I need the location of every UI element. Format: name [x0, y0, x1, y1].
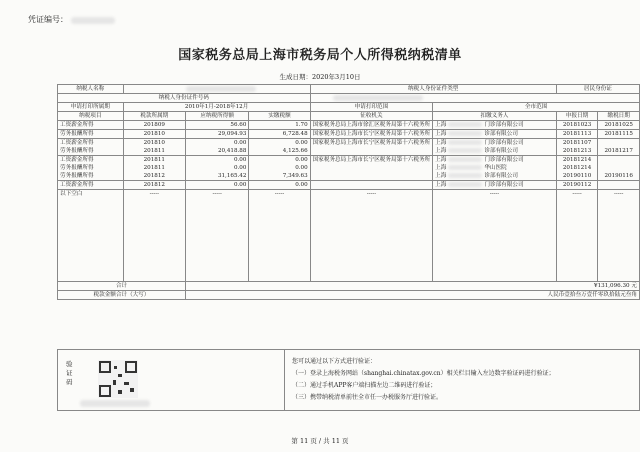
tax-paid: 0.00 [295, 165, 308, 171]
tax-item-cell [58, 156, 124, 181]
amount-words-row [58, 291, 640, 300]
agent-suffix: 诊部有限公司 [484, 148, 518, 154]
table-row [58, 181, 640, 190]
redacted-voucher-number [71, 17, 115, 24]
pay-date-cell [598, 139, 640, 156]
pay-date: 20190116 [604, 173, 633, 179]
tax-item: 劳务报酬所得 [60, 131, 94, 137]
agent-prefix: 上海 [435, 140, 447, 146]
pay-date: 20181025 [604, 122, 633, 128]
tax-period-cell [123, 139, 185, 156]
col-item: 纳税项目 [58, 112, 124, 121]
taxable-income-cell [185, 130, 248, 139]
redacted-agent-name [448, 157, 482, 162]
tax-period: 201812 [143, 173, 165, 179]
withholding-agent [435, 164, 554, 172]
verification-intro: 您可以通过以下方式进行验证： [292, 358, 377, 365]
tax-item-cell [58, 139, 124, 156]
total-label: 合计 [58, 282, 186, 291]
blank-remainder-row [58, 190, 640, 282]
verification-method-2: （二）通过手机APP客户端扫描左边二维码进行验证； [292, 382, 437, 389]
tax-period-cell [123, 156, 185, 181]
dash-period: ----- [123, 190, 185, 282]
declare-date: 20181214 [562, 157, 592, 163]
qr-code-icon [98, 360, 138, 398]
tax-period: 201810 [143, 131, 165, 137]
declare-date: 20190110 [562, 173, 592, 179]
redacted-agent-name [448, 122, 482, 127]
withholding-agent [435, 130, 554, 138]
agent-suffix: 门诊部有限公司 [484, 140, 524, 146]
col-office: 征收机关 [310, 112, 433, 121]
total-value: ¥131,096.30 元 [185, 282, 639, 291]
tax-item: 工资薪金所得 [60, 140, 94, 146]
withholding-agent-cell [433, 156, 557, 181]
dash-office: ----- [310, 190, 433, 282]
taxable-income: 0.00 [233, 157, 247, 163]
withholding-agent-cell [433, 139, 557, 156]
agent-prefix: 上海 [435, 148, 447, 154]
col-period: 税款所属期 [123, 112, 185, 121]
tax-paid: 4,125.66 [282, 148, 308, 154]
pay-date: 20181217 [604, 148, 633, 154]
tax-paid: 1.70 [295, 122, 308, 128]
pay-date: 20181115 [604, 131, 633, 137]
voucher-number [28, 14, 115, 25]
page-indicator: 第 11 页 / 共 11 页 [291, 437, 349, 445]
col-declare-date: 申报日期 [556, 112, 598, 121]
redacted-agent-name [448, 148, 482, 153]
verification-code-label: 验证码 [66, 360, 73, 386]
tax-item: 劳务报酬所得 [60, 173, 94, 179]
tax-item-cell [58, 181, 124, 190]
taxable-income: 0.00 [233, 165, 247, 171]
tax-period: 201812 [143, 182, 165, 188]
taxable-income: 0.00 [233, 140, 247, 146]
agent-prefix: 上海 [435, 131, 447, 137]
taxable-income: 20,418.88 [217, 148, 247, 154]
voucher-label: 凭证编号： [28, 15, 68, 24]
col-pay-date: 缴税日期 [598, 112, 640, 121]
withholding-agent [435, 181, 554, 189]
verification-instructions [292, 356, 555, 404]
pay-date [600, 156, 637, 164]
agent-suffix: 华山医院 [484, 165, 507, 171]
redacted-taxpayer-name [186, 86, 256, 92]
declare-date: 20181107 [562, 140, 592, 146]
redacted-verification-code [80, 400, 150, 407]
declare-date-cell [556, 156, 598, 181]
tax-item-cell [58, 121, 124, 130]
pay-date-cell [598, 121, 640, 130]
declare-date: 20181214 [562, 165, 592, 171]
table-row [58, 156, 640, 181]
range-value: 全市范围 [433, 103, 640, 112]
agent-prefix: 上海 [435, 173, 447, 179]
taxable-income: 31,165.42 [217, 173, 247, 179]
agent-prefix: 上海 [435, 122, 447, 128]
amount-words-value: 人民币壹拾叁万壹仟零玖拾陆元叁角 [185, 291, 639, 300]
taxable-income: 0.00 [233, 182, 247, 188]
tax-period: 201809 [143, 122, 165, 128]
taxable-income-cell [185, 139, 248, 156]
withholding-agent [435, 172, 554, 180]
id-number-cell [310, 94, 639, 103]
redacted-agent-name [448, 182, 482, 187]
pay-date [600, 181, 637, 189]
declare-date: 20181023 [562, 122, 592, 128]
declare-date: 20190112 [562, 182, 592, 188]
redacted-agent-name [448, 131, 482, 136]
period-label: 申请打印所属期 [58, 103, 124, 112]
col-income: 应纳税所得额 [185, 112, 248, 121]
agent-suffix: 诊部有限公司 [484, 131, 518, 137]
tax-period: 201811 [143, 157, 165, 163]
generation-date: 生成日期：2020年3月10日 [279, 73, 361, 81]
tax-office [310, 181, 433, 190]
id-type-label: 纳税人身份证件类型 [310, 85, 556, 94]
document-title: 国家税务总局上海市税务局个人所得税纳税清单 [178, 48, 462, 63]
declare-date-cell [556, 181, 598, 190]
redacted-agent-name [448, 140, 482, 145]
withholding-agent [435, 121, 554, 129]
taxable-income-cell [185, 121, 248, 130]
taxable-income-cell [185, 181, 248, 190]
withholding-agent [435, 147, 554, 155]
verification-section [57, 349, 640, 411]
blank-note: 以下空白 [58, 190, 124, 282]
tax-period: 201810 [143, 140, 165, 146]
id-number-label: 纳税人身份证件号码 [58, 94, 311, 103]
tax-paid: 0.00 [295, 140, 308, 146]
tax-period: 201811 [143, 165, 165, 171]
declare-date: 20181213 [562, 148, 592, 154]
table-row [58, 139, 640, 156]
declare-date-cell [556, 121, 598, 130]
verification-method-1: （一）登录上海税务网站（shanghai.chinatax.gov.cn）相关栏目输入左边数字验证码进行验证； [292, 370, 555, 377]
withholding-agent [435, 156, 554, 164]
tax-paid-cell [249, 130, 310, 139]
pay-date-cell [598, 181, 640, 190]
total-row [58, 282, 640, 291]
tax-paid-cell [249, 181, 310, 190]
id-type-value: 居民身份证 [556, 85, 639, 94]
dash-pay: ----- [598, 190, 640, 282]
tax-paid-cell [249, 156, 310, 181]
withholding-agent [435, 139, 554, 147]
tax-item-cell [58, 130, 124, 139]
agent-suffix: 门诊部有限公司 [484, 122, 524, 128]
taxable-income: 56.60 [230, 122, 247, 128]
verification-method-3: （三）携带纳税清单前往全市任一办税服务厅进行验证。 [292, 394, 443, 401]
range-label: 申请打印范围 [310, 103, 433, 112]
tax-office: 国家税务总局上海市长宁区税务局第十六税务所 [310, 156, 433, 181]
taxable-income-cell [185, 156, 248, 181]
agent-suffix: 诊部有限公司 [484, 173, 518, 179]
tax-paid: 6,728.48 [282, 131, 308, 137]
redacted-id-number [333, 95, 423, 101]
col-agent: 扣缴义务人 [433, 112, 557, 121]
redacted-agent-name [448, 173, 482, 178]
agent-prefix: 上海 [435, 165, 447, 171]
dash-income: ----- [185, 190, 248, 282]
declare-date-cell [556, 139, 598, 156]
redacted-agent-name [448, 165, 482, 170]
tax-paid-cell [249, 121, 310, 130]
tax-period-cell [123, 181, 185, 190]
tax-paid: 0.00 [295, 157, 308, 163]
taxable-income: 29,094.93 [217, 131, 247, 137]
taxpayer-row [58, 85, 640, 94]
pay-date [600, 139, 637, 147]
taxpayer-name-cell [123, 85, 310, 94]
tax-period-cell [123, 130, 185, 139]
dash-agent: ----- [433, 190, 557, 282]
column-header-row [58, 112, 640, 121]
period-row [58, 103, 640, 112]
pay-date [600, 164, 637, 172]
tax-period: 201811 [143, 148, 165, 154]
table-row [58, 130, 640, 139]
dash-tax: ----- [249, 190, 310, 282]
tax-item: 工资薪金所得 [60, 182, 94, 188]
tax-paid-cell [249, 139, 310, 156]
tax-paid: 7,349.63 [282, 173, 308, 179]
verification-code-area [58, 350, 285, 410]
withholding-agent-cell [433, 130, 557, 139]
tax-period-cell [123, 121, 185, 130]
period-value: 2010年1月-2018年12月 [123, 103, 310, 112]
pay-date-cell [598, 156, 640, 181]
withholding-agent-cell [433, 181, 557, 190]
tax-office: 国家税务总局上海市长宁区税务局第十六税务所 [310, 139, 433, 156]
tax-statement-table [57, 84, 640, 300]
tax-item: 劳务报酬所得 [60, 165, 94, 171]
agent-suffix: 门诊部有限公司 [484, 157, 524, 163]
col-tax: 实缴税额 [249, 112, 310, 121]
agent-prefix: 上海 [435, 157, 447, 163]
tax-item: 工资薪金所得 [60, 157, 94, 163]
agent-suffix: 门诊部有限公司 [484, 182, 524, 188]
agent-prefix: 上海 [435, 182, 447, 188]
tax-item: 工资薪金所得 [60, 122, 94, 128]
declare-date: 20181113 [562, 131, 592, 137]
taxpayer-name-label: 纳税人名称 [58, 85, 124, 94]
tax-item: 劳务报酬所得 [60, 148, 94, 154]
id-number-row [58, 94, 640, 103]
tax-office: 国家税务总局上海市徐汇区税务局第十六税务所 [310, 121, 433, 130]
withholding-agent-cell [433, 121, 557, 130]
dash-declare: ----- [556, 190, 598, 282]
tax-office: 国家税务总局上海市长宁区税务局第十六税务所 [310, 130, 433, 139]
declare-date-cell [556, 130, 598, 139]
pay-date-cell [598, 130, 640, 139]
tax-paid: 0.00 [295, 182, 308, 188]
amount-words-label: 税款金额合计（大写） [58, 291, 186, 300]
table-row [58, 121, 640, 130]
